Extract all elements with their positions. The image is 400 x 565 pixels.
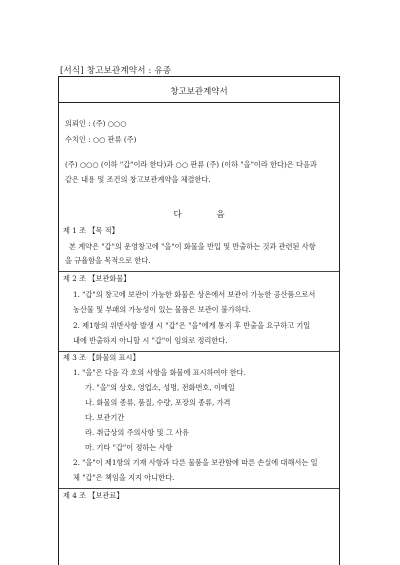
article-2-line-4: 내에 반출하지 아니할 시 "갑"이 임의로 정리한다.	[73, 336, 228, 345]
article-3-item-na: 나. 화물의 종류, 품질, 수량, 포장의 종류, 가격	[85, 398, 231, 407]
consignor-line: 의뢰인 : (주) ○○○	[65, 119, 127, 128]
article-divider	[59, 351, 339, 352]
article-3-item-ma: 마. 기타 "갑"이 정하는 사항	[85, 443, 173, 452]
warehouse-line: 수치인 : ○○ 판류 (주)	[65, 135, 137, 144]
article-3-item-da: 다. 보관기간	[85, 413, 125, 422]
article-3-item-ga: 가. "을"의 상호, 영업소, 성명, 전화번호, 이메일	[85, 383, 235, 392]
article-2-title: 제 2 조 【보관화물】	[63, 274, 131, 283]
article-2-line-2: 농산물 및 부패의 가능성이 있는 물품은 보관이 불가하다.	[73, 305, 251, 314]
article-2-line-3: 2. 제1항의 위반사항 발생 시 "갑"은 "을"에게 통지 후 반출을 요구하고 기일	[73, 321, 311, 330]
article-1-line-2: 을 규율함을 목적으로 한다.	[65, 256, 151, 265]
article-4-title: 제 4 조 【보관료】	[63, 491, 124, 500]
intro-line-1: (주) ○○○ (이하 "갑"이라 한다)과 ○○ 판류 (주) (이하 "을"이라 한다)은 다음과	[65, 160, 317, 169]
article-divider	[59, 271, 339, 272]
intro-line-2: 같은 내용 및 조건의 창고보관계약을 체결한다.	[65, 175, 211, 184]
article-2-line-1: 1. "갑"의 창고에 보관이 가능한 화물은 상온에서 보관이 가능한 공산품으로서	[73, 290, 316, 299]
document-title: 창고보관계약서	[170, 87, 228, 97]
article-1-title: 제 1 조 【목 적】	[63, 226, 119, 235]
article-1-line-1: 본 계약은 "갑"의 운영창고에 "을"이 화물을 반입 및 반출하는 것과 관련된 사항	[69, 242, 316, 251]
article-3-line-1: 1. "을"은 다음 각 호의 사항을 화물에 표시하여야 한다.	[73, 368, 246, 377]
article-3-line-7: 2. "을"이 제1항의 기재 사항과 다른 물품을 보관함에 따른 손실에 대해서는 일	[73, 458, 318, 467]
contract-document	[58, 76, 340, 565]
article-3-line-8: 체 "갑"은 책임을 지지 아니한다.	[73, 473, 175, 482]
article-3-title: 제 3 조 【화물의 표시】	[63, 353, 140, 362]
form-caption: [서식] 창고보관계약서 : 유종	[60, 66, 172, 76]
section-heading: 다 음	[173, 210, 241, 220]
title-divider	[59, 102, 339, 103]
article-divider	[59, 488, 339, 489]
article-3-item-ra: 라. 취급상의 주의사항 및 그 사유	[85, 428, 189, 437]
